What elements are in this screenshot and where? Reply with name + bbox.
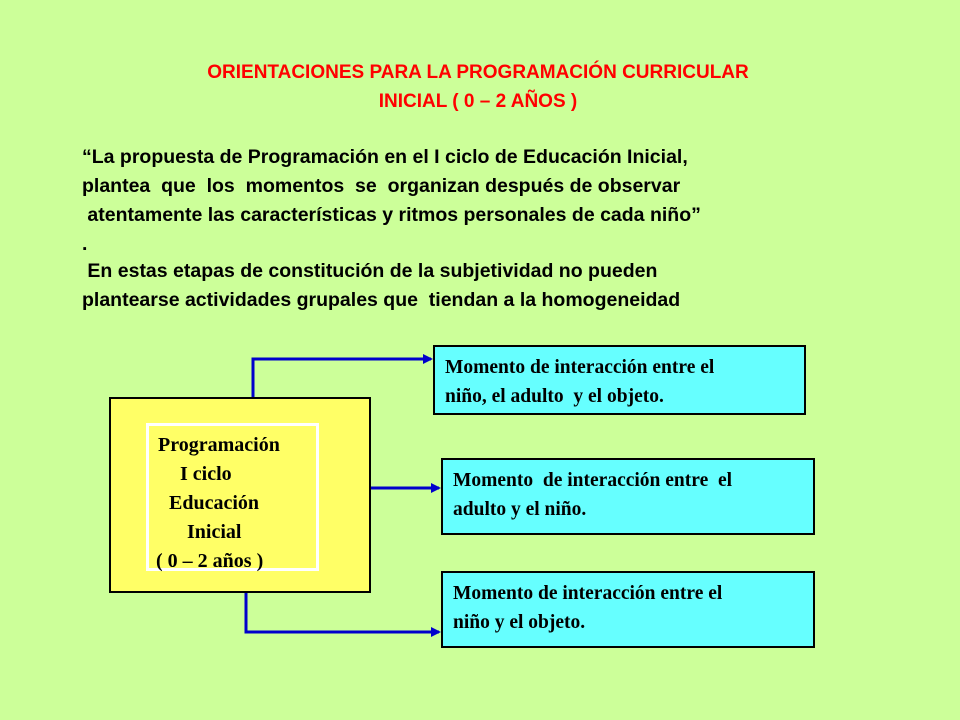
quote-line: “La propuesta de Programación en el I ciclo de Educación Inicial, (82, 146, 688, 168)
programacion-line: I ciclo (180, 463, 232, 485)
arrow-to-moment-1 (253, 359, 431, 397)
moment-line: niño y el objeto. (453, 612, 586, 633)
statement-line: En estas etapas de constitución de la subjetividad no pueden (82, 260, 658, 282)
quote-line: plantea que los momentos se organizan después de observar (82, 175, 681, 197)
moment-box-1 (433, 345, 806, 415)
programacion-line: Educación (169, 492, 260, 514)
moment-box-3 (441, 571, 815, 648)
moment-line: niño, el adulto y el objeto. (445, 386, 664, 407)
moment-line: Momento de interacción entre el (453, 583, 723, 604)
programacion-line: Programación (158, 434, 280, 456)
title-line-1: ORIENTACIONES PARA LA PROGRAMACIÓN CURRICULAR (207, 62, 749, 83)
moment-line: Momento de interacción entre el (445, 357, 715, 378)
moment-line: adulto y el niño. (453, 499, 587, 520)
programacion-line: Inicial (187, 521, 242, 543)
statement-line: plantearse actividades grupales que tiendan a la homogeneidad (82, 289, 681, 311)
quote-line: atentamente las características y ritmos personales de cada niño” (82, 204, 701, 226)
arrow-to-moment-3 (246, 593, 439, 632)
moment-box-2 (441, 458, 815, 535)
title-line-2: INICIAL ( 0 – 2 AÑOS ) (378, 91, 578, 112)
moment-line: Momento de interacción entre el (453, 470, 733, 491)
programacion-line: ( 0 – 2 años ) (156, 550, 264, 572)
quote-line: . (82, 233, 88, 255)
